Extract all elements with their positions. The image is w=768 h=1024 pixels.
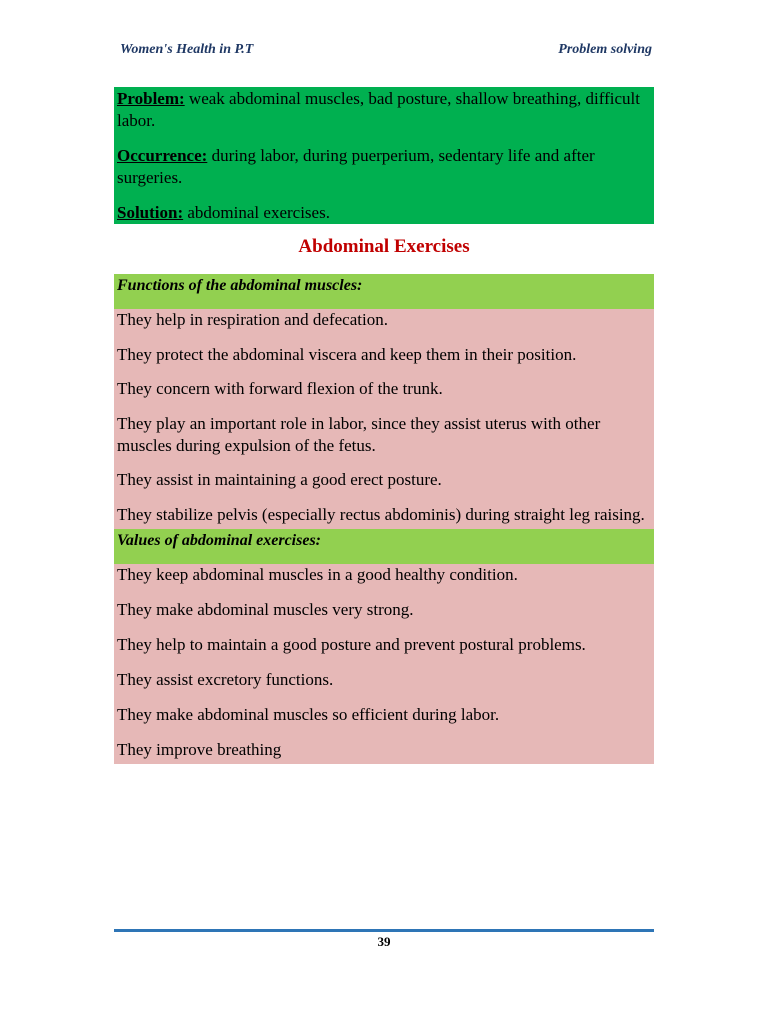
occurrence-paragraph [117,145,650,189]
occurrence-text: during labor, during puerperium, sedentary life and after surgeries. [117,146,595,187]
solution-label: Solution: [117,203,184,222]
problem-text: weak abdominal muscles, bad posture, shallow breathing, difficult labor. [117,89,640,130]
page-header [114,40,654,62]
list-item: They stabilize pelvis (especially rectus abdominis) during straight leg raising. [117,504,645,524]
header-section: Problem solving [558,42,652,57]
list-item: They make abdominal muscles very strong. [117,599,414,619]
list-item: They protect the abdominal viscera and keep them in their position. [117,344,577,364]
list-item: They assist excretory functions. [117,669,334,689]
list-item: They play an important role in labor, since they assist uterus with other muscles during expulsion of the fetus. [117,413,601,455]
solution-paragraph [117,202,650,224]
header-title: Women's Health in P.T [120,42,254,57]
list-item: They assist in maintaining a good erect posture. [117,470,442,489]
list-item: They help to maintain a good posture and prevent postural problems. [117,634,586,654]
functions-list [114,309,654,529]
solution-text: abdominal exercises. [183,203,330,222]
list-item: They improve breathing [117,739,282,759]
section-title: Abdominal Exercises [298,236,470,257]
list-item: They concern with forward flexion of the trunk. [117,379,443,398]
page-number: 39 [377,934,391,949]
problem-box [114,87,654,224]
values-heading: Values of abdominal exercises: [114,529,654,564]
list-item: They help in respiration and defecation. [117,310,388,329]
occurrence-label: Occurrence: [117,146,208,165]
exercises-table [114,274,654,764]
list-item: They keep abdominal muscles in a good healthy condition. [117,564,518,584]
footer-rule [114,929,654,932]
list-item: They make abdominal muscles so efficient during labor. [117,704,500,724]
problem-paragraph [117,88,650,132]
functions-heading: Functions of the abdominal muscles: [114,274,654,309]
problem-label: Problem: [117,89,185,108]
values-list [114,564,654,764]
